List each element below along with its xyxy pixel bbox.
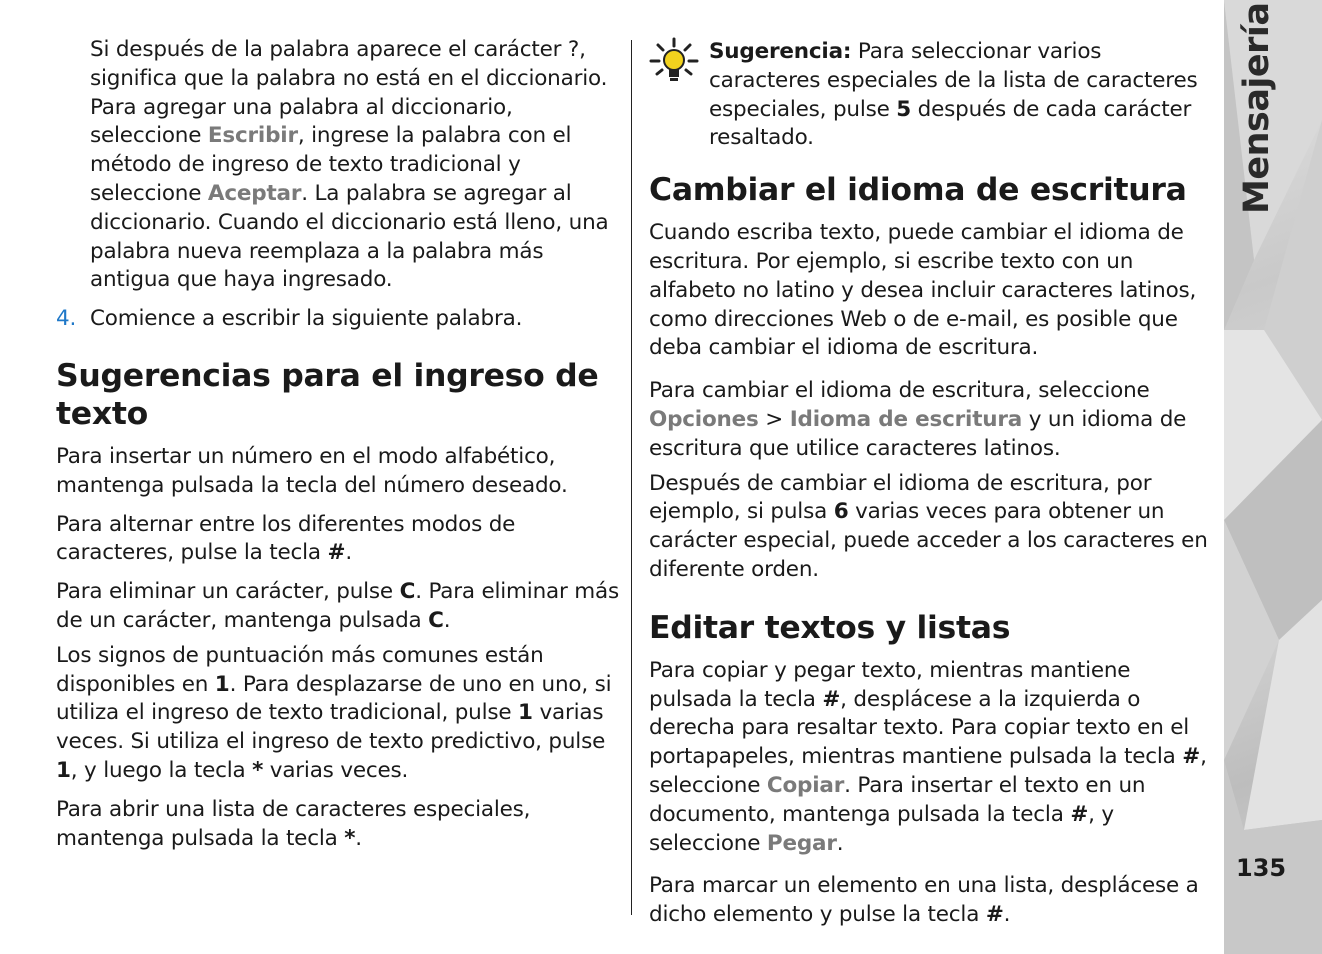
text: . <box>1003 902 1011 928</box>
text: varias veces. Si utiliza el ingreso de texto predictivo, pulse <box>56 700 606 755</box>
key-label: 1 <box>56 757 71 783</box>
step-number: 4. <box>56 306 77 332</box>
paragraph <box>649 657 1214 859</box>
text: . Para eliminar más de un carácter, mantenga pulsada <box>56 579 619 633</box>
text: Para abrir una lista de caracteres especiales, mantenga pulsada la tecla <box>56 796 531 851</box>
text: varias veces para obtener un carácter especial, puede acceder a los caracteres en diferente orden. <box>649 499 1208 582</box>
tip-text <box>709 38 1214 153</box>
text: . <box>345 540 352 566</box>
right-column <box>649 36 1214 930</box>
key-label: # <box>985 902 1004 928</box>
text: y un idioma de escritura que utilice caracteres latinos. <box>649 406 1187 461</box>
section-heading-sugerencias: Sugerencias para el ingreso de texto <box>56 357 599 432</box>
text: . <box>443 607 451 633</box>
text: Para copiar y pegar texto, mientras mantiene pulsada la tecla <box>649 657 1131 712</box>
tip-box <box>649 36 1214 153</box>
paragraph <box>56 796 622 854</box>
escribir-link[interactable]: Escribir <box>207 123 298 149</box>
text: . Para insertar el texto en un documento, mantenga pulsada la tecla <box>649 772 1146 827</box>
text: , y luego la tecla <box>70 757 253 783</box>
paragraph <box>649 470 1214 585</box>
text: Para cambiar el idioma de escritura, seleccione <box>649 378 1150 404</box>
idioma-de-escritura-link[interactable]: Idioma de escritura <box>789 406 1023 432</box>
text: Los signos de puntuación más comunes están disponibles en <box>56 642 544 697</box>
text: . La palabra se agregar al diccionario. Cuando el diccionario está lleno, una palabra nueva reemplaza a la palabra más antigua que haya ingresado. <box>90 180 609 293</box>
paragraph <box>649 377 1214 463</box>
key-label: * <box>252 757 264 783</box>
step-text: Comience a escribir la siguiente palabra. <box>90 306 523 332</box>
chapter-title: Mensajería <box>1237 2 1277 214</box>
key-label: 1 <box>214 671 230 697</box>
section-heading-cambiar-idioma: Cambiar el idioma de escritura <box>649 172 1187 209</box>
left-column <box>56 36 622 853</box>
pegar-link[interactable]: Pegar <box>766 830 837 856</box>
text: Para eliminar un carácter, pulse <box>56 579 400 605</box>
key-label: # <box>822 686 841 712</box>
key-label: 6 <box>833 499 849 525</box>
intro-paragraph <box>56 36 622 295</box>
page-number: 135 <box>1236 854 1287 882</box>
key-label: C <box>399 579 416 605</box>
key-label: # <box>1182 744 1201 770</box>
section-heading-editar-textos: Editar textos y listas <box>649 609 1011 646</box>
paragraph: Cuando escriba texto, puede cambiar el idioma de escritura. Por ejemplo, si escribe texto con un alfabeto no latino y desea incluir caracteres latinos, como direcciones Web o de e-mail, es posible que deba cambiar el idioma de escritura. <box>649 220 1197 361</box>
key-label: 5 <box>896 96 912 122</box>
paragraph <box>56 642 622 786</box>
paragraph: Para insertar un número en el modo alfabético, mantenga pulsada la tecla del número deseado. <box>56 443 568 498</box>
text: , seleccione <box>649 744 1207 798</box>
text: Para alternar entre los diferentes modos de caracteres, pulse la tecla <box>56 511 516 566</box>
paragraph <box>56 578 622 636</box>
opciones-link[interactable]: Opciones <box>649 406 759 432</box>
text: , desplácese a la izquierda o derecha para resaltar texto. Para copiar texto en el portapapeles, mientras mantiene pulsada la tecla <box>649 686 1190 770</box>
text: después de cada carácter resaltado. <box>709 96 1192 151</box>
text: varias veces. <box>263 757 409 783</box>
paragraph <box>56 511 622 569</box>
step-4 <box>56 305 622 334</box>
tip-label: Sugerencia: <box>709 39 852 64</box>
text: Después de cambiar el idioma de escritura, por ejemplo, si pulsa <box>649 470 1152 525</box>
copiar-link[interactable]: Copiar <box>766 772 845 798</box>
text: . <box>836 830 844 856</box>
paragraph <box>649 872 1214 930</box>
text: . Para desplazarse de uno en uno, si utiliza el ingreso de texto tradicional, pulse <box>56 671 612 726</box>
aceptar-link[interactable]: Aceptar <box>207 180 302 206</box>
text: . <box>355 825 362 851</box>
lightbulb-icon <box>649 36 709 96</box>
key-label: # <box>327 540 346 566</box>
key-label: 1 <box>518 700 533 726</box>
column-divider <box>631 40 632 915</box>
key-label: # <box>1070 801 1089 827</box>
text: , y seleccione <box>649 801 1114 856</box>
text: Para marcar un elemento en una lista, desplácese a dicho elemento y pulse la tecla <box>649 873 1199 928</box>
key-label: C <box>428 607 444 633</box>
text: , ingrese la palabra con el método de ingreso de texto tradicional y seleccione <box>90 123 572 206</box>
menu-separator: > <box>758 406 790 432</box>
text: Si después de la palabra aparece el carácter ?, significa que la palabra no está en el diccionario. Para agregar una palabra al diccionario, seleccione <box>90 37 608 149</box>
text: Para seleccionar varios caracteres especiales de la lista de caracteres especiales, pulse <box>709 39 1198 122</box>
key-label: * <box>344 825 356 851</box>
